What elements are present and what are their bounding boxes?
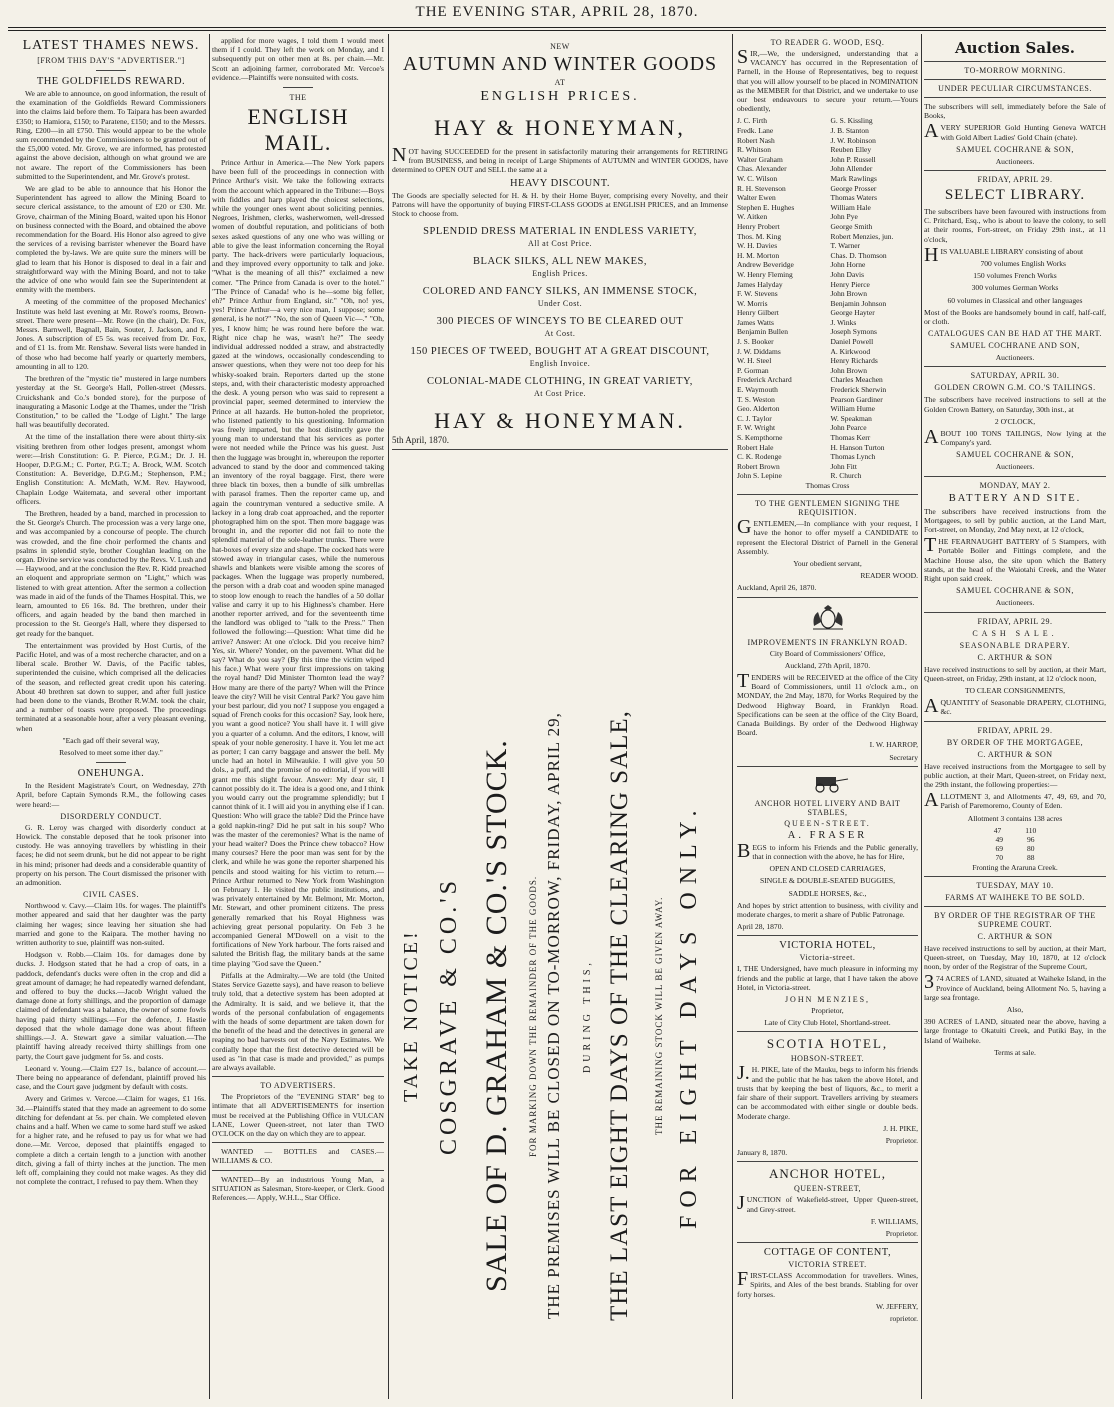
signatory-name: Mark Rawlings <box>830 173 877 183</box>
signatory-name: C. J. Taylor <box>737 413 772 423</box>
notice-cosgrave: COSGRAVE & CO.'S <box>436 877 462 1155</box>
signatory-name: Frederick Archard <box>737 375 792 385</box>
paragraph: We are glad to be able to announce that his Honor the Superintendent has agreed to allow the Mining Board to secure clerical assistance, to the amount of £20 or £30. Mr. Grove, chairman of the Mining Board, waited upon his Honor on business connected with the Board, and obtained the above recommendation for the Board. His Honor also agreed to give the services of a revising barrister whenever the Board have completed the by-laws. We are quite sure the miners will be glad to learn that his Honor is disposed to deal in a fair and straightforward way with the Mining Board, and not to take the advice of one who would fain see the Superintendent at enmity with the members. <box>16 184 206 295</box>
signatory-name: John S. Lepine <box>737 471 782 481</box>
article-title: ENGLISH MAIL. <box>247 104 349 156</box>
divider <box>924 366 1106 367</box>
signatory-name: Fredk. Lane <box>737 126 774 136</box>
allotment-acres: 96 <box>1027 834 1035 844</box>
paragraph: The Goods are specially selected for H. & H. by their Home Buyer, comprising every Novelty, and their Patrons will have the opportunity of buying FIRST-CLASS GOODS at ENGLISH PRICES, and an Immense Stock to choose from. <box>392 190 728 219</box>
signatory-name: J. Winks <box>830 317 857 327</box>
title-prefix: THE <box>289 93 307 103</box>
notice-heading: TO READER G. WOOD, ESQ. <box>770 38 885 47</box>
signatory-name: George Prosser <box>830 183 877 193</box>
column-notices <box>737 36 918 1399</box>
ad-item <box>392 316 728 338</box>
masthead-rule-2 <box>8 30 1106 31</box>
divider <box>212 1170 384 1171</box>
signatory-name: Benjamin Johnson <box>830 298 887 308</box>
column-divider <box>209 34 210 1399</box>
divider <box>924 476 1106 477</box>
signature: J. H. PIKE, <box>883 1123 918 1133</box>
paragraph: Fronting the Araruna Creek. <box>972 862 1058 872</box>
auctioneer: SAMUEL COCHRANE & SON, <box>956 450 1074 460</box>
divider <box>924 612 1106 613</box>
paragraph: Your obedient servant, <box>793 559 862 568</box>
notice-eight-days-only: FOR EIGHT DAYS ONLY. <box>676 802 702 1230</box>
paragraph: Most of the Books are handsomely bound in calf, half-calf, or cloth. <box>924 307 1106 327</box>
signatory-name: John P. Russell <box>830 154 876 164</box>
divider <box>737 1161 918 1162</box>
signatory-last: Thomas Cross <box>805 480 850 490</box>
ad-headline: AUTUMN AND WINTER GOODS <box>402 53 718 75</box>
column-english-mail <box>212 36 384 1399</box>
signatory-name: Joseph Symons <box>830 327 877 337</box>
column-thames-news <box>16 36 206 1399</box>
signatory-name: T. S. Weston <box>737 394 775 404</box>
signatory-name: Frederick Sherwin <box>830 385 887 395</box>
signatory-name: J. W. Robinson <box>830 135 876 145</box>
signatory-name: Pearson Gardiner <box>830 394 883 404</box>
signatory-name: George Smith <box>830 221 873 231</box>
signatory-name: John Pye <box>830 212 858 222</box>
paragraph: Pitfalls at the Admiralty.—We are told (the United States Service Gazette says), and have reason to believe truly told, that a detective system has been adopted at the Admiralty. It is said, and we believe it, that the words of the personal confabulation of engagements with the heads of some department are taken down for the benefit of the head and the detectives in general are reaping no bad harvests out of the Navy Estimates. We cordially hope that the first detective detected will be used as "in that case is made and provided," as pumps are always available. <box>212 970 384 1072</box>
sale-date: FRIDAY, APRIL 29. <box>977 175 1053 185</box>
allotment-row <box>924 844 1106 853</box>
sale-heading: SEASONABLE DRAPERY. <box>959 640 1071 650</box>
allotment-acres: 110 <box>1025 825 1037 835</box>
paragraph: SINGLE & DOUBLE-SEATED BUGGIES, <box>760 876 895 886</box>
signatory-name: Chas. D. Thomson <box>830 250 887 260</box>
sale-date: TUESDAY, MAY 10. <box>976 880 1054 890</box>
signatory-name: Benjamin Bullen <box>737 327 789 337</box>
auctioneer: SAMUEL COCHRANE AND SON, <box>950 341 1080 351</box>
paragraph: City Board of Commissioners' Office, <box>769 648 886 658</box>
notice-subheading: HOBSON-STREET. <box>790 1054 865 1064</box>
signature-title: roprietor. <box>889 1313 918 1323</box>
signatory-name: F. W. Wright <box>737 423 776 433</box>
divider <box>924 61 1106 62</box>
subhead: CIVIL CASES. <box>83 890 139 900</box>
divider <box>392 449 728 450</box>
paragraph: A meeting of the committee of the proposed Mechanics' Institute was held last evening at Mr. Rowe's rooms, Brown-street. There were present—Mr. Rowe (in the chair), Dr. Fox, Messrs. Barnwell, Bagnall, Bain, Souter, J. Jackson, and F. Jones. A subscription of £5 5s. was received from Dr. Fox, and of £1 1s. from Mr. Renshaw. Several lists were handed in of those who had become half yearly or quarterly members, amounting in all to 120. <box>16 297 206 371</box>
signature-note: Late of City Club Hotel, Shortland-street. <box>764 1018 891 1028</box>
signatory-name: William Hale <box>830 202 871 212</box>
paragraph: SIR,—We, the undersigned, understanding that a VACANCY has occurred in the Representation of Parnell, in the House of Representatives, beg to request that you will allow yourself to be placed in NOMINATION as the MEMBER for that District, and we undertake to use our best endeavours to secure your return.—Yours obediently, <box>737 46 918 114</box>
auctioneer-title: Auctioneers. <box>995 353 1035 363</box>
signatory-list <box>737 116 918 481</box>
place-date: Auckland, April 26, 1870. <box>737 583 817 593</box>
signatory-name: Geo. Alderton <box>737 404 780 414</box>
paragraph: HIS VALUABLE LIBRARY consisting of about <box>924 243 1084 266</box>
signatory-name: Henry Richards <box>830 356 878 366</box>
ad-item-head: SPLENDID DRESS MATERIAL IN ENDLESS VARIETY, <box>423 226 697 238</box>
paragraph: OPEN AND CLOSED CARRIAGES, <box>769 864 886 874</box>
signatory-name: H. Hanson Turton <box>830 442 885 452</box>
signatory-name: Stephen E. Hughes <box>737 202 795 212</box>
paragraph: NOT having SUCCEEDED for the present in satisfactorily maturing their arrangements for RETIRING from BUSINESS, and being in receipt of Large Shipments of AUTUMN and WINTER GOODS, have determined to OPEN OUT and SELL the same at a <box>392 144 728 175</box>
ad-subheadline: ENGLISH PRICES. <box>480 89 640 104</box>
signatory-name: A. Kirkwood <box>830 346 871 356</box>
signatory-name: Thos. M. King <box>737 231 782 241</box>
signatory-name: W. C. Wilson <box>737 173 778 183</box>
article-title: LATEST THAMES NEWS. <box>22 38 200 53</box>
signatory-name: Chas. Alexander <box>737 164 787 174</box>
divider <box>737 1242 918 1243</box>
divider <box>924 170 1106 171</box>
sale-date: FRIDAY, APRIL 29. <box>977 616 1053 626</box>
signatory-name: Robert Menzies, jun. <box>830 231 894 241</box>
allotment-acres: 80 <box>1027 844 1035 854</box>
paragraph: applied for more wages, I told them I would meet them if I could. They left the work on Monday, and I subsequently put on other men at 8s. per chain.—Mr. Scott an adjoining farmer, corroborated Mr. Vercoe's evidence.—Plaintiffs were nonsuited with costs. <box>212 36 384 82</box>
notice-heading: SCOTIA HOTEL, <box>766 1036 889 1052</box>
paragraph: Leonard v. Young.—Claim £27 1s., balance of account.—There being no appearance of defendant, plaintiff proved his case, and the Court gave judgment by default with costs. <box>16 1063 206 1092</box>
paragraph: BEGS to inform his Friends and the Public generally, that in connection with the above, he has for Hire, <box>737 839 918 862</box>
paragraph: FIRST-CLASS Accommodation for travellers. Wines, Spirits, and Ales of the best brands. Stabling for over forty horses. <box>737 1268 918 1299</box>
auctioneer: C. ARTHUR & SON <box>977 931 1053 941</box>
auctioneer-title: Auctioneers. <box>995 156 1035 166</box>
date: April 28, 1870. <box>737 922 784 932</box>
divider <box>283 87 313 88</box>
column-divider <box>921 34 922 1399</box>
allotment-row <box>924 853 1106 862</box>
paragraph: ALLOTMENT 3, and Allotments 47, 49, 69, and 70, Parish of Paremoremo, County of Eden. <box>924 789 1106 812</box>
vertical-notice <box>392 646 728 1399</box>
divider <box>924 97 1106 98</box>
auctioneer-title: Auctioneers. <box>995 598 1035 608</box>
signatory-name: W. H. Davies <box>737 241 778 251</box>
paragraph: The Brethren, headed by a band, marched in procession to the St. George's Church. The procession was a very large one, and was accompanied by a concourse of people. The church was crowded, and the fine choir performed the chants and psalms in splendid style, brother Coughlan leading on the organ. Divine service was conducted by the Revs. V. Lush and — Haywood, and at the conclusion the Rev. R. Kidd preached an eloquent and appropriate sermon on "Light," which was listened to with great attention. After the sermon a collection was made in aid of the funds of the Thames Hospital. This, we learn, amounted to £6 16s. 8d. The brethren, under their officers, and again headed by the band then marched in procession to the St. George's Hall, where they dispersed to get ready for the banquet. <box>16 508 206 638</box>
sale-heading: SELECT LIBRARY. <box>944 187 1086 204</box>
signatory-name: Walter Graham <box>737 154 783 164</box>
divider <box>96 70 126 71</box>
ad-firm-name: HAY & HONEYMAN, <box>434 115 686 140</box>
signatory-name: Thomas Kerr <box>830 433 871 443</box>
ad-item <box>392 376 728 398</box>
notice-heading: TO THE GENTLEMEN SIGNING THE REQUISITION. <box>754 499 901 518</box>
paragraph: WANTED — BOTTLES and CASES.— WILLIAMS & CO. <box>212 1147 384 1166</box>
sale-heading: UNDER PECULIAR CIRCUMSTANCES. <box>938 84 1092 93</box>
allotment-number: 49 <box>995 834 1003 844</box>
sale-heading: CASH SALE. <box>972 628 1058 638</box>
signature: READER WOOD. <box>860 571 918 581</box>
coat-of-arms-icon <box>808 604 848 632</box>
signatory-name: S. Kempthorne <box>737 433 783 443</box>
signatory-name: Andrew Beveridge <box>737 260 794 270</box>
signatory-name: James Halyday <box>737 279 783 289</box>
paragraph: In the Resident Magistrate's Court, on Wednesday, 27th April, before Captain Symonds R.M., the following cases were heard:— <box>16 781 206 809</box>
column-auction-sales <box>924 36 1106 1399</box>
sale-date: MONDAY, MAY 2. <box>979 480 1051 490</box>
signatory-name: P. Gorman <box>737 365 769 375</box>
signatory-name: W. Henry Fleming <box>737 269 793 279</box>
signatory-name: J. W. Diddams <box>737 346 781 356</box>
signature: W. JEFFERY, <box>876 1301 918 1311</box>
paragraph: At the time of the installation there were about thirty-six visiting brethren from other lodges present, amongst whom were:—Irish Constitution: G. P. Pierce, P.G.M.; Dr. J. H. Hooper, D.P.G.M.; C. Porter, P.G.T.; A. Brock, W.M. Scotch Constitution: A. Beveridge, D.P.G.M.; Stephenson, P.M.; English Constitution: A. McMath, W.M. Rev. Haywood, Chaplain Lodge Waitemata, and several other important officers. <box>16 432 206 506</box>
signatory-name: G. S. Kissling <box>830 116 873 126</box>
ad-date: 5th April, 1870. <box>392 435 450 446</box>
library-item: 60 volumes in Classical and other languages <box>947 295 1083 305</box>
subhead: TO ADVERTISERS. <box>260 1081 336 1091</box>
paragraph: 374 ACRES of LAND, situated at Waiheke Island, in the Province of Auckland, being Allotment No. 5, having a large sea frontage. <box>924 971 1106 1002</box>
paragraph: AQUANTITY of Seasonable DRAPERY, CLOTHING, &c. <box>924 695 1106 718</box>
paragraph: TO CLEAR CONSIGNMENTS, <box>964 685 1066 695</box>
verse-line: "Each gad off their several way, <box>62 735 160 745</box>
signatory-name: John Brown <box>830 365 867 375</box>
divider <box>212 1076 384 1077</box>
library-item: 150 volumes French Works <box>973 271 1057 281</box>
signatory-name: H. M. Morton <box>737 250 780 260</box>
ad-item <box>392 226 728 248</box>
date: January 8, 1870. <box>737 1148 788 1158</box>
paragraph: Northwood v. Cavy.—Claim 10s. for wages. The plaintiff's mother appeared and said that her daughter was the party claiming her wages; since leaving her situation she had married and gone to the Kaipara. The mother having no written authority to sue, plaintiff was non-suited. <box>16 901 206 948</box>
divider <box>924 876 1106 877</box>
paragraph: The subscribers have received instructions from the Mortgagees, to sell by public auction, at the Land Mart, Fort-street, on Monday, 2nd May next, at 12 o'clock, <box>924 506 1106 535</box>
signatory-name: Thomas Waters <box>830 193 878 203</box>
signature-title: Proprietor. <box>885 1135 918 1145</box>
notice-subheading: VICTORIA STREET. <box>788 1260 867 1270</box>
paragraph: The subscribers have been favoured with instructions from C. Pritchard, Esq., who is about to leave the colony, to sell at their rooms, Fort-street, on Friday 29th inst., at 11 o'clock, <box>924 207 1106 244</box>
allotment-number: 69 <box>995 844 1003 854</box>
signatory-name: John Davis <box>830 269 865 279</box>
allotment-table <box>924 826 1106 863</box>
paragraph: JUNCTION of Wakefield-street, Upper Queen-street, and Grey-street. <box>737 1192 918 1215</box>
ad-item-sub: Under Cost. <box>537 299 583 309</box>
notice-heading: ANCHOR HOTEL, <box>769 1166 886 1182</box>
notice-during-this: DURING THIS, <box>582 959 593 1073</box>
paragraph: The Proprietors of the "EVENING STAR" beg to intimate that all ADVERTISEMENTS for insertion must be received at the Publishing Office in VULCAN LANE, Lower Queen-street, not later than TWO O'CLOCK on the day on which they are to appear. <box>212 1092 384 1138</box>
divider <box>212 1142 384 1143</box>
auctioneer: SAMUEL COCHRANE & SON, <box>956 586 1074 596</box>
paragraph: The entertainment was provided by Host Curtis, of the Pacific Hotel, and was of a most recherche character, and on a liberal scale. Brother W. Davis, of the Pacific tables, superintended the cuisine, which comprised all the delicacies of the season, and reflected great credit upon his catering. About 40 brethren sat down to supper, and after full justice had been done to the viands, Brother R.W.M. took the chair, and a number of toasts were proposed. The proceedings terminated at a seasonable hour, after a very pleasant evening, when <box>16 640 206 733</box>
notice-heading: IMPROVEMENTS IN FRANKLYN ROAD. <box>747 637 908 647</box>
signatory-name: John Pearce <box>830 423 867 433</box>
sale-date: FRIDAY, APRIL 29. <box>977 725 1053 735</box>
proprietor-name: A. FRASER <box>787 829 868 841</box>
paragraph: Have received instructions to sell by auction, at their Mart, Queen-street, on Friday, 29th instant, at 12 o'clock noon, <box>924 664 1106 683</box>
signature: I. W. HARROP, <box>869 740 918 750</box>
paragraph: G. R. Leroy was charged with disorderly conduct at Howick. The constable deposed that he took prisoner into custody. He was annoying travellers by whistling in their faces; he did not seem drunk, but he did not appear to be right in his mind; prisoner had deeds and a considerable quantity of property on his person. The Court dismissed the prisoner with an admonition. <box>16 822 206 888</box>
signatory-name: E. Waymouth <box>737 385 778 395</box>
notice-sale-headline: SALE OF D. GRAHAM & CO.'S STOCK. <box>480 739 513 1293</box>
paragraph: Avery and Grimes v. Vercoe.—Claim for wages, £1 16s. 3d.—Plaintiffs stated that they made an agreement to do some ditching for defendant at 5s. per chain. We completed eleven chains and a half. When we came to some hard stuff we asked for a higher rate, and he refused to pay us for what we had done.—Mr. Vercoe, deposed that plaintiffs engaged to complete a ditch a certain length to a junction with another ditch, giving a fall of thirty inches at the junction. The men left off, complaining they could not make wages. As they did not complete the contract, I refused to pay them. When they <box>16 1094 206 1187</box>
notice-subheading: QUEEN-STREET, <box>793 1184 861 1194</box>
sale-note: CATALOGUES CAN BE HAD AT THE MART. <box>928 329 1102 339</box>
notice-heading: ANCHOR HOTEL LIVERY AND BAIT STABLES, <box>754 798 901 817</box>
signatory-name: W. Speakman <box>830 413 872 423</box>
signatory-name: W. Morris <box>737 298 768 308</box>
notice-subheading: QUEEN-STREET. <box>784 818 871 828</box>
signature-title: Proprietor, <box>811 1006 844 1016</box>
ad-item <box>392 286 728 308</box>
sale-date: SATURDAY, APRIL 30. <box>970 371 1060 381</box>
paragraph: Hodgson v. Robb.—Claim 10s. for damages done by ducks. J. Hodgson stated that he had a crop of oats, in a paddock, defendant's ducks were often in the crop and did a great amount of damage; he had repeatedly warned defendant, and offered to buy the ducks.—Jacob Wright valued the damage done at forty shillings, and the proportion of damage claimed of defendant was a balance, the owner of some fowls having paid thirty shillings.—For the defence, J. Hastie deposed that the whole damage done was about fifteen shillings.—J. A. Stewart gave a similar valuation.—The plaintiff having already received thirty shillings from one party, the Court gave judgment for 5s. and costs. <box>16 950 206 1061</box>
divider <box>737 1031 918 1032</box>
signatory-name: Thomas Lynch <box>830 452 876 462</box>
paragraph: SADDLE HORSES, &c., <box>788 888 867 898</box>
notice-heading: VICTORIA HOTEL, <box>779 940 876 952</box>
divider <box>924 906 1106 907</box>
paragraph: AVERY SUPERIOR Gold Hunting Geneva WATCH with Gold Albert Ladies' Gold Chain (chate). <box>924 120 1106 143</box>
allotment-number: 47 <box>993 825 1002 835</box>
verse-line: Resolved to meet some ither day." <box>59 748 163 758</box>
allotment-acres: 88 <box>1027 853 1035 863</box>
paragraph: The subscribers have received instructions to sell at the Golden Crown Battery, on Saturday, 30th inst., at <box>924 395 1106 414</box>
ad-item-head: COLONIAL-MADE CLOTHING, IN GREAT VARIETY, <box>427 376 693 388</box>
paragraph: The brethren of the "mystic tie" mustered in large numbers yesterday at the St. George's Hall, Pollen-street (Messrs. Cruickshank and Co.'s bonded store), for the purpose of inaugurating a Masonic Lodge at the Thames, under the "Irish Constitution," to be called the "Lodge of Light." The large hall was beautifully decorated. <box>16 374 206 430</box>
paragraph: ABOUT 100 TONS TAILINGS, Now lying at the Company's yard. <box>924 426 1106 449</box>
signatory-name: John Fitt <box>830 461 857 471</box>
auctioneer: SAMUEL COCHRANE & SON, <box>956 144 1074 154</box>
notice-subheading: Victoria-street. <box>799 953 856 963</box>
library-item: 300 volumes German Works <box>971 283 1059 293</box>
ad-item-sub: All at Cost Price. <box>527 239 593 249</box>
notice-take-notice: TAKE NOTICE! <box>400 929 422 1103</box>
divider <box>96 762 126 763</box>
paragraph: Auckland, 27th April, 1870. <box>784 660 871 670</box>
sale-heading: FARMS AT WAIHEKE TO BE SOLD. <box>945 892 1085 902</box>
signatory-name: F. W. Stevens <box>737 289 778 299</box>
allotment-number: 70 <box>995 853 1003 863</box>
signatory-name: George Hayter <box>830 308 875 318</box>
column-divider <box>388 34 389 1399</box>
signature-title: Proprietor. <box>885 1228 918 1238</box>
subhead: ONEHUNGA. <box>77 768 145 780</box>
signatory-name: Daniel Powell <box>830 337 874 347</box>
ad-item <box>392 346 728 368</box>
signatory-name: R. H. Stevenson <box>737 183 786 193</box>
signatory-name: W. H. Steel <box>737 356 772 366</box>
paragraph: Have received instructions from the Mortgagee to sell by public auction, at their Mart, Queen-street, on Friday next, the 29th instant, the following properties:— <box>924 761 1106 789</box>
signatory-name: Walter Ewen <box>737 193 776 203</box>
signatory-name: Henry Pierce <box>830 279 870 289</box>
notice-premises-closed: THE PREMISES WILL BE CLOSED ON TO-MORROW, FRIDAY, APRIL 29, <box>544 712 563 1320</box>
signatory-name: W. Aitken <box>737 212 768 222</box>
divider <box>737 494 918 495</box>
subhead: DISORDERLY CONDUCT. <box>60 811 162 821</box>
ad-firm-name-footer: HAY & HONEYMAN. <box>434 408 686 434</box>
paragraph: 390 ACRES of LAND, situated near the above, having a large frontage to Okatuiti Creek, and Putiki Bay, in the Island of Waiheke. <box>924 1017 1106 1045</box>
divider <box>924 721 1106 722</box>
ad-item-sub: At Cost. <box>544 329 576 339</box>
masthead-rule <box>8 27 1106 28</box>
signature: JOHN MENZIES, <box>784 995 871 1005</box>
divider <box>737 766 918 767</box>
article-source: [FROM THIS DAY'S "ADVERTISER."] <box>37 56 185 65</box>
signature-title: Secretary <box>889 752 918 762</box>
notice-heading: COTTAGE OF CONTENT, <box>763 1247 892 1259</box>
signatory-name: R. Church <box>830 471 862 481</box>
ad-item <box>392 256 728 278</box>
divider <box>737 935 918 936</box>
library-item: 700 volumes English Works <box>980 259 1066 269</box>
signatory-name: J. S. Booker <box>737 337 774 347</box>
divider <box>924 79 1106 80</box>
sale-date: TO-MORROW MORNING. <box>964 66 1066 75</box>
sale-heading: BY ORDER OF THE MORTGAGEE, <box>946 737 1084 747</box>
notice-stock-given-away: THE REMAINING STOCK WILL BE GIVEN AWAY. <box>654 896 664 1136</box>
signatory-name: Robert Hale <box>737 442 774 452</box>
notice-last-eight-days: THE LAST EIGHT DAYS OF THE CLEARING SALE, <box>606 710 633 1322</box>
signatory-name: John Horne <box>830 260 866 270</box>
auctioneer: C. ARTHUR & SON <box>977 652 1053 662</box>
paragraph: Have received instructions to sell by auction, at their Mart, Queen-street, on Tuesday, May 10, 1870, at 12 o'clock noon, by order of the Registrar of the Supreme Court, <box>924 943 1106 972</box>
auctioneer-title: Auctioneers. <box>995 462 1035 472</box>
signatory-name: William Hume <box>830 404 875 414</box>
section-title: Auction Sales. <box>955 39 1075 57</box>
auctioneer: C. ARTHUR & SON <box>977 749 1053 759</box>
signatory-name: Henry Probert <box>737 221 780 231</box>
paragraph: The subscribers will sell, immediately before the Sale of Books, <box>924 102 1106 121</box>
subhead: THE GOLDFIELDS REWARD. <box>36 76 186 87</box>
signatory-name: R. Whitson <box>737 145 772 155</box>
carriage-icon <box>806 773 850 793</box>
paragraph: Terms at sale. <box>994 1047 1036 1057</box>
signatory-name: Robert Nash <box>737 135 775 145</box>
ad-item-head: 150 PIECES OF TWEED, BOUGHT AT A GREAT DISCOUNT, <box>410 346 710 358</box>
ad-at: AT <box>554 78 566 87</box>
paragraph: J.H. PIKE, late of the Mauku, begs to inform his friends and the public that he has taken the above Hotel, and trusts that by keeping the best of liquors, &c., to merit a fair share of their support. Travellers arriving by steamers can be accommodated with either single or double beds. Moderate charge. <box>737 1062 918 1121</box>
allotment-row <box>924 826 1106 835</box>
ad-item-head: 300 PIECES OF WINCEYS TO BE CLEARED OUT <box>436 316 684 328</box>
signatory-name: Charles Meachen <box>830 375 883 385</box>
paragraph: THE FEARNAUGHT BATTERY of 5 Stampers, with Portable Boiler and Fittings complete, and the Machine House also, the site upon which the Battery stands, at the head of the Waiotahi Creek, and the Water Right upon said creek. <box>924 534 1106 584</box>
signatory-name: John Brown <box>830 289 867 299</box>
signatory-name: John Allender <box>830 164 873 174</box>
paragraph: Prince Arthur in America.—The New York papers have been full of the proceedings in connection with Prince Arthur's visit. We take the following extracts from the account which appeared in the Tribune:—Boys with fiddles and harp played the choicest selections, while the younger ones went about soliciting pennies. Negroes, Irishmen, clerks, washerwomen, well-dressed women of doubtful reputation, and politicians of both sexes asked questions of any one who was willing or able to give the least information concerning the Royal party. The hack-drivers were particularly loquacious, and they improved every opportunity to talk and joke. "What is the meaning of all this?" exclaimed a new comer. "The Prince from Canada is over to the hotel." "The Prince of Canada! who is he—some big feller, eh?" Prince Arthur from England, sir." "Oh, no! yes, yes! Prince Arthur—a very nice man, I suppose; some general, is he not?" "No, the son of Queen Vic—." "Oh, yes, I know him; he was round here before the war. Right nice chap he was, wasn't he?" The seedy individual addressed nodded a straw, and abstractedly gazed at the windows, occasionally condescending to answer questions, when they were not too deep for his whisky-soaked brain. Reporters darted up the stone steps, and, with their characteristic modesty approached the desk. A young person who was said to represent a provincial paper, seemed determined to interview the Prince at all hazards. He button-holed the proprietor, who listened patiently to his questioning. Information was freely imparted, but the host distinctly gave the young man to understand that his services as porter were not needed while the Prince was his guest. Just then the luggage was brought in, whereupon the reporter advanced to stand by the door and commenced taking an inventory of the royal baggage. First, there were three black tin boxes, then a bundle of silk umbrellas with parasol frames. Then the reporter came up, and again the countryman ventured a seductive smile. A lackey in a long drab coat approached, and the reporter photographed him on the spot. Then more baggage was brought in, and the reporter did not fail to note the splendid material of the sole-leather trunks. There were hat-boxes of every size and shape. The cocked hats were stowed away in triangular cases, while the numerous shawls and blankets were visible among the scores of packages. When the luggage was properly numbered, the person with a drab coat and wooden spine managed to stoop low enough to reach the handles of a 50 dollar valise and carry it up to his Highness's chamber. Here another reporter arrived, and for the seventeenth time the landlord was obliged to "talk to the Press." Then followed the following:—Question: What time did he arrive? Answer: At one o'clock. Did you receive him? Yes, sir. Where? Yonder, on the pavement. What did he say? What do you say? (By this time the victim wiped his face.) What were your first impressions on taking the royal hand? Did Minister Thornton lead the way? How many are there of the party? When will the Prince leave the city? Will he visit Central Park? You gave him your best parlour, did you not? I suppose you engaged a squad of French cooks for this occasion? Say, look here, you want a good notice? You shall have it. I will give you a quarter of a column. And the editors, I know, will speak of your noble generosity. I have it. You let me act as porter; I can carry baggage and answer the bell. My uncle had an hotel in Milwaukie. I will give you 50 dols., a puff, and the promise of no editorial, if you will grant me this slight favour. Answer: My dear sir, I cannot possibly do it. The idea is a good one, and I think you would carry out the programme splendidly; but I cannot think of it. I will aid you in anything else if I can. Question: Who will grace the table? Did the Prince have a gold napkin-ring? Did he put salt in his soup? Who was the master of the ceremonies? What is the name of your head waiter? Does the Prince chew tobacco? How many courses? Here the poor man was sent for by the clerk, and while he was gone the reporter sharpened his pencils and stood waiting for his victim to return.—Prince Arthur returned to New York from Washington on February 1. He visited the public institutions, and was privately entertained by Mr. Belmont, Mr. Morton, Mr. Stewart, and other prominent citizens. The press generally remarked that his Royal Highness was achieving great personal popularity. On Feb 3 he accompanied General M'Dowell on a visit to the fortifications of New York harbour. The forts raised and saluted the British flag, the military bands at the same time playing "God save the Queen." <box>212 158 384 968</box>
allotment-head: Allotment 3 contains 138 acres <box>967 813 1063 823</box>
paragraph: Also, <box>1006 1004 1024 1014</box>
ad-item-sub: At Cost Price. <box>533 389 587 399</box>
sale-heading: BY ORDER OF THE REGISTRAR OF THE SUPREME COURT. <box>934 910 1096 929</box>
signature: F. WILLIAMS, <box>870 1216 918 1226</box>
ad-item-head: COLORED AND FANCY SILKS, AN IMMENSE STOCK, <box>422 286 698 298</box>
paragraph: We are able to announce, on good information, the result of the examination of the Goldfields Reward Commissioners into the claims laid before them. To Taipara has been awarded £350; to Hamiora, £150; to Paratene, £150; and to the Messrs. Ring, £200—in all £750. This would appear to be the whole sum recommended by the Commissioners to be granted out of the £5,000 voted. Mr. Grove, we are informed, has protested against the above decision, although on what ground we are not aware. The report of the Commissioners has been submitted to the Superintendent, and Mr. Grove's protest. <box>16 89 206 181</box>
ad-item-sub: English Invoice. <box>529 359 591 369</box>
signatory-name: Reuben Elley <box>830 145 872 155</box>
divider <box>737 597 918 598</box>
column-divider <box>732 34 733 1399</box>
signatory-name: Robert Brown <box>737 461 780 471</box>
signatory-name: Henry Gilbert <box>737 308 779 318</box>
ad-item-head: BLACK SILKS, ALL NEW MAKES, <box>473 256 647 268</box>
sale-heading: GOLDEN CROWN G.M. CO.'S TAILINGS. <box>934 383 1096 393</box>
allotment-row <box>924 835 1106 844</box>
signatory-name: J. B. Stanton <box>830 126 869 136</box>
sale-heading: BATTERY AND SITE. <box>948 492 1082 504</box>
paragraph: I, THE Undersigned, have much pleasure in informing my friends and the public at large, that I have taken the above Hotel, in Victoria-street. <box>737 964 918 992</box>
signatory-name: J. C. Firth <box>737 116 768 126</box>
signatory-name: C. K. Rodenge <box>737 452 782 462</box>
ad-item-sub: English Prices. <box>532 269 588 279</box>
paragraph: 2 O'CLOCK, <box>994 416 1036 426</box>
signatory-name: T. Warner <box>830 241 861 251</box>
paragraph: GENTLEMEN,—In compliance with your request, I have the honor to offer myself a CANDIDATE to represent the Electoral District of Parnell in the General Assembly. <box>737 516 918 556</box>
ad-new: NEW <box>550 42 570 51</box>
column-hay-honeyman-ad <box>392 36 728 1399</box>
paragraph: And hopes by strict attention to business, with civility and moderate charges, to merit a share of Public Patronage. <box>737 900 918 920</box>
masthead: THE EVENING STAR, APRIL 28, 1870. <box>415 4 699 20</box>
paragraph: WANTED—By an industrious Young Man, a SITUATION as Salesman, Store-keeper, or Clerk. Good References.— Apply, W.H.L., Star Office. <box>212 1174 384 1202</box>
signatory-name: James Watts <box>737 317 774 327</box>
notice-marking-down: FOR MARKING DOWN THE REMAINDER OF THE GOODS. <box>528 875 538 1157</box>
ad-discount: HEAVY DISCOUNT. <box>509 177 611 189</box>
paragraph: TENDERS will be RECEIVED at the office of the City Board of Commissioners, until 11 o'clock a.m., on MONDAY, the 2nd May, 1870, for Works Required by the Dedwood Highway Board, in Franklyn Road. Specifications can be seen at the office of the City Board, Canada Buildings. By order of the Dedwood Highway Board. <box>737 670 918 738</box>
